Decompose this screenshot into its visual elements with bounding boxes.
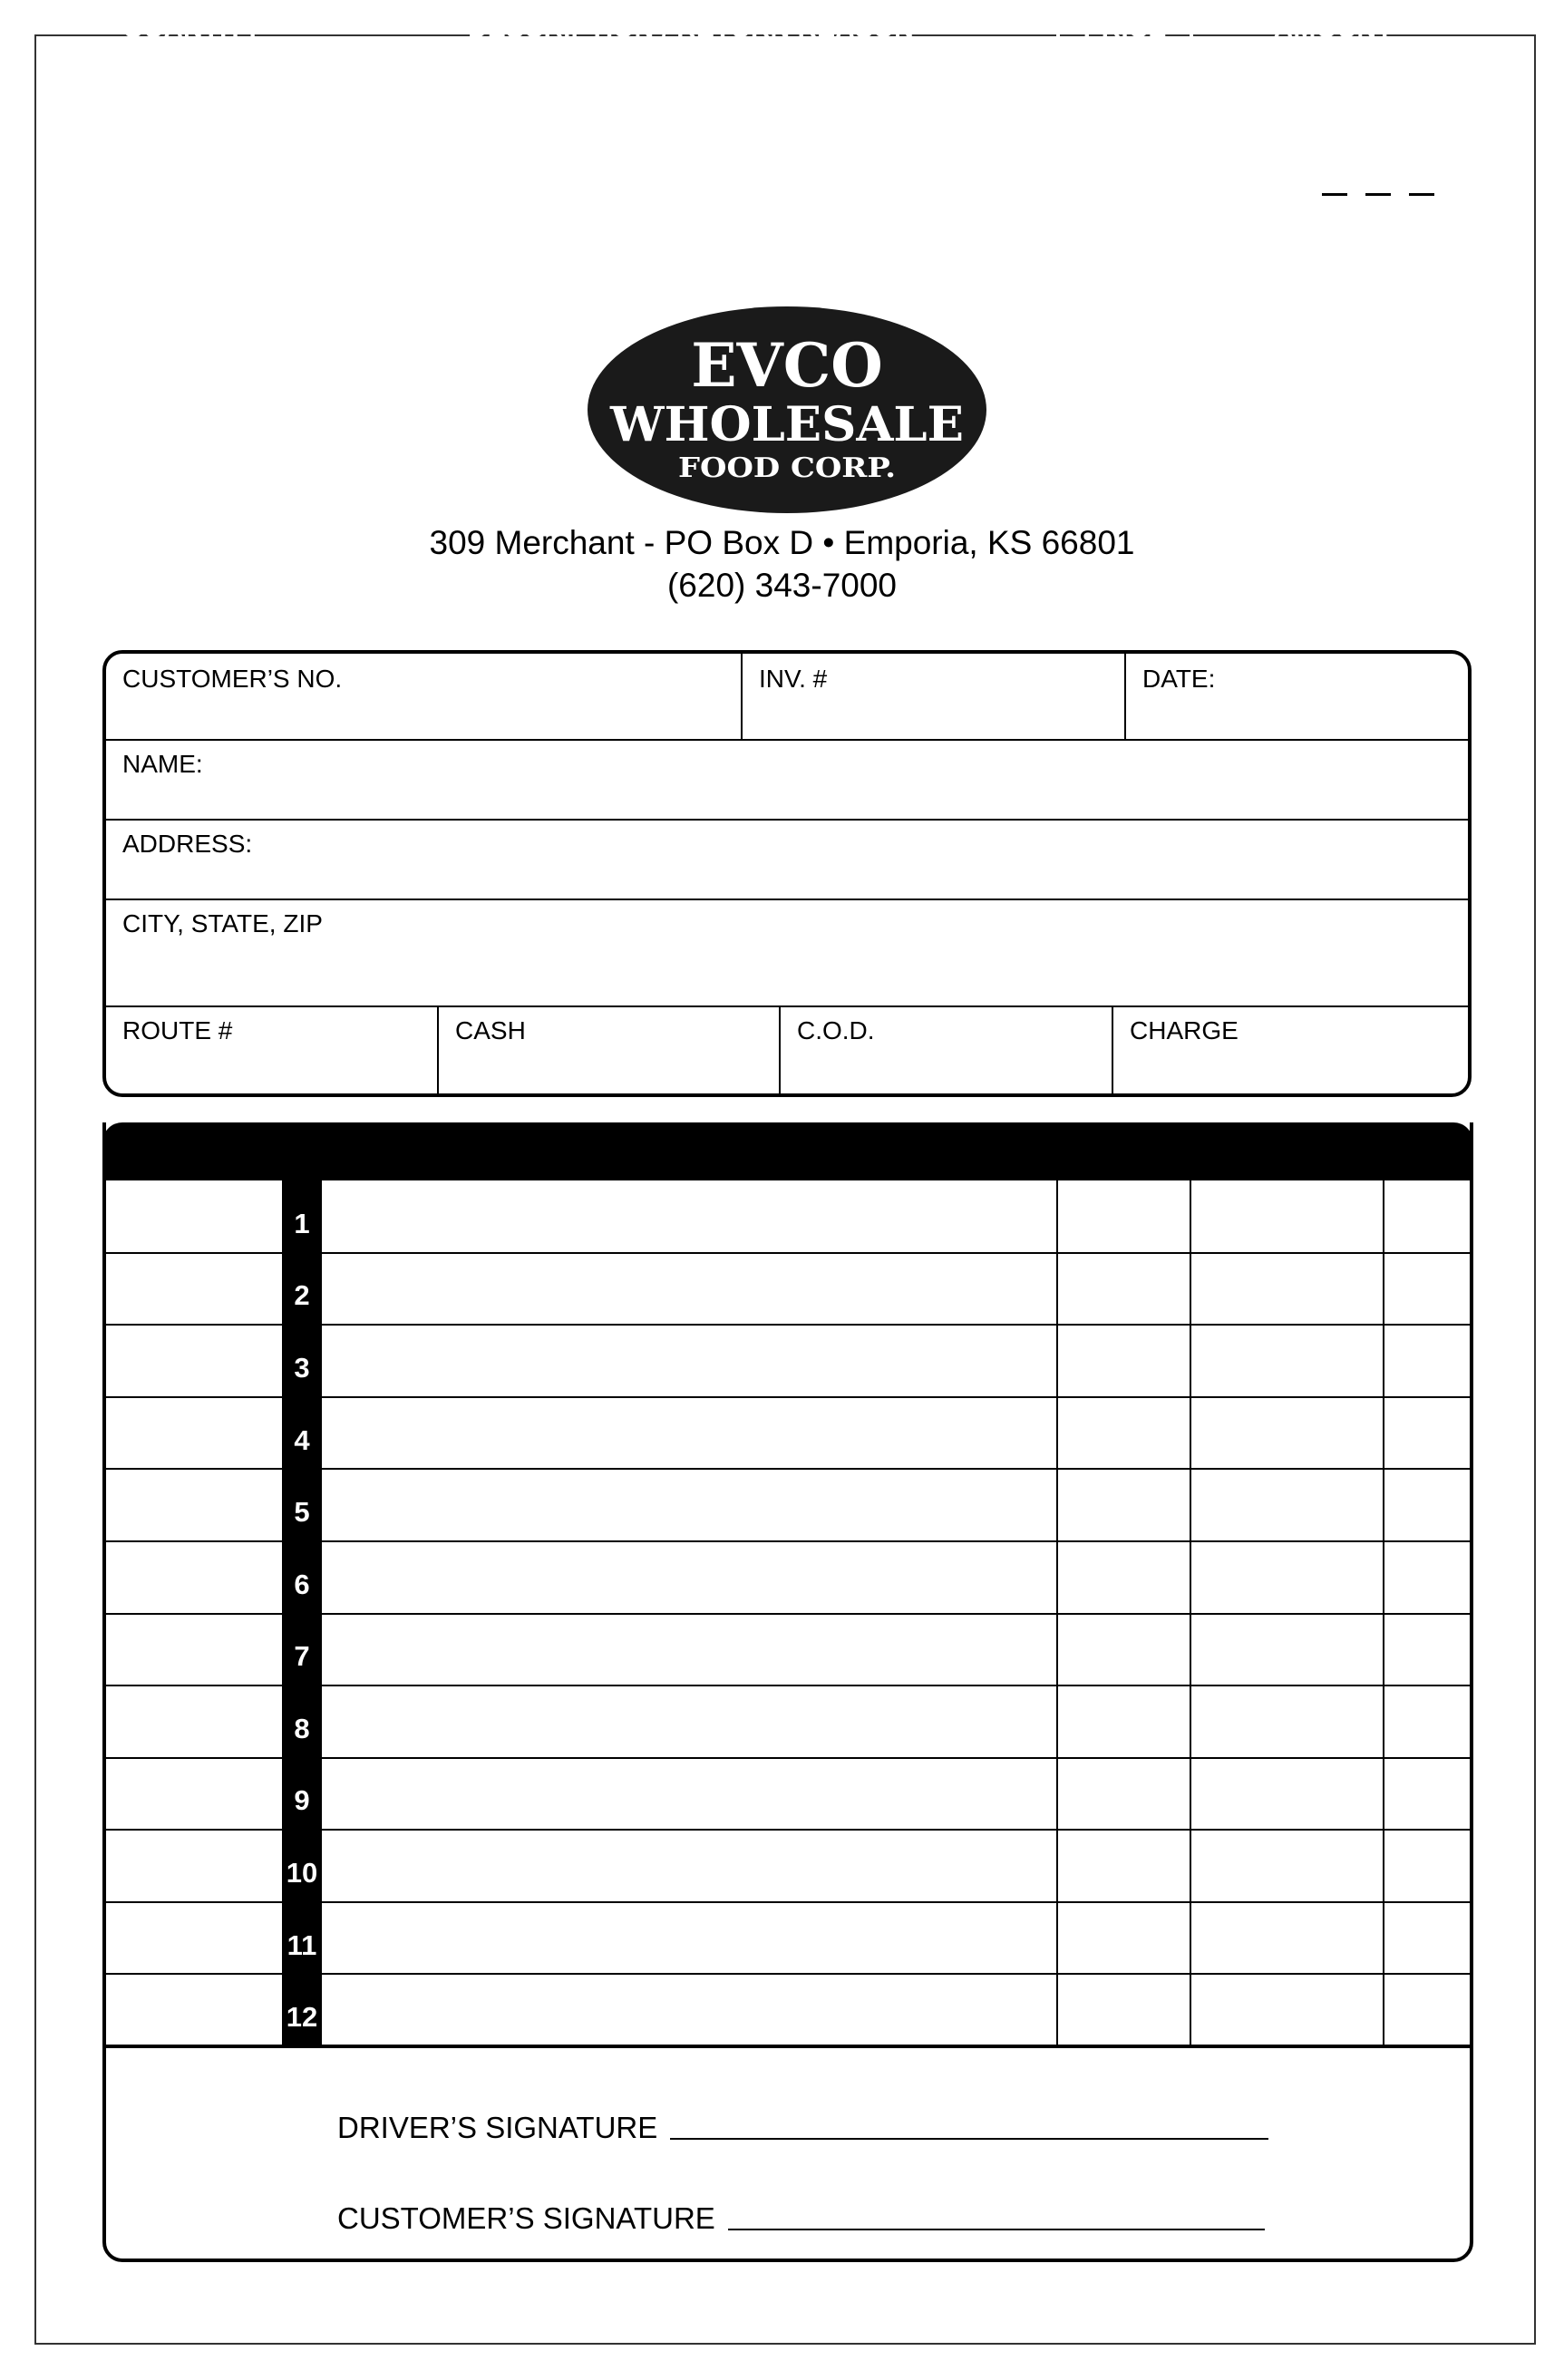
row-divider <box>104 1613 1472 1615</box>
row-number: 4 <box>294 1423 310 1456</box>
row-number: 7 <box>294 1640 310 1673</box>
customer-info-box <box>102 650 1472 1097</box>
company-logo <box>586 305 988 515</box>
row-divider <box>104 1468 1472 1470</box>
row-divider <box>104 1973 1472 1975</box>
inv-no-field[interactable] <box>743 654 1126 739</box>
name-label: NAME: <box>122 750 203 778</box>
quantity-header: QUANTITY <box>122 14 262 44</box>
city-state-zip-field[interactable] <box>106 899 1468 1007</box>
row-divider <box>104 1829 1472 1831</box>
row-number: 5 <box>294 1496 310 1529</box>
description-header: DESCRIPTION / RETURN REASON <box>468 14 914 44</box>
row-divider <box>104 1901 1472 1903</box>
company-address: 309 Merchant - PO Box D • Emporia, KS 66801 <box>429 524 1135 561</box>
cod-field[interactable] <box>781 1005 1113 1097</box>
row-number: 12 <box>286 2001 318 2034</box>
row-number: 6 <box>294 1568 310 1600</box>
row-number: 2 <box>294 1279 310 1312</box>
address-field[interactable] <box>106 819 1468 900</box>
route-field[interactable] <box>106 1005 439 1097</box>
row-divider <box>104 1396 1472 1398</box>
row-number: 8 <box>294 1712 310 1744</box>
row-divider <box>104 1757 1472 1759</box>
charge-label: CHARGE <box>1130 1016 1239 1044</box>
name-field[interactable] <box>106 739 1468 821</box>
cash-label: CASH <box>455 1016 526 1044</box>
row-divider <box>104 1252 1472 1254</box>
logo-line1: EVCO <box>691 330 883 401</box>
date-label: DATE: <box>1142 665 1216 693</box>
city-state-zip-label: CITY, STATE, ZIP <box>122 909 323 937</box>
customers-no-label: CUSTOMER’S NO. <box>122 665 343 693</box>
row-divider <box>104 1324 1472 1326</box>
company-phone: (620) 343-7000 <box>666 567 898 604</box>
customer-signature-row[interactable] <box>337 2201 1265 2236</box>
customers-no-field[interactable] <box>106 654 743 739</box>
corner-dashes <box>1322 180 1440 198</box>
charge-field[interactable] <box>1113 1005 1468 1097</box>
row-divider <box>104 1540 1472 1542</box>
driver-signature-label: DRIVER’S SIGNATURE <box>337 2111 658 2144</box>
price-header: PRICE <box>1083 14 1167 44</box>
row-number: 3 <box>294 1351 310 1384</box>
customer-signature-line[interactable] <box>728 2227 1265 2230</box>
logo-line2: WHOLESALE <box>608 397 964 452</box>
customer-signature-label: CUSTOMER’S SIGNATURE <box>337 2201 715 2235</box>
driver-signature-row[interactable] <box>337 2111 1268 2145</box>
date-field[interactable] <box>1126 654 1468 739</box>
cash-field[interactable] <box>439 1005 781 1097</box>
cod-label: C.O.D. <box>797 1016 875 1044</box>
driver-signature-line[interactable] <box>670 2136 1268 2140</box>
row-number: 11 <box>287 1928 317 1961</box>
logo-line3: FOOD CORP. <box>678 452 896 484</box>
amount-header: AMOUNT <box>1273 14 1394 44</box>
row-number: 9 <box>294 1784 310 1817</box>
address-label: ADDRESS: <box>122 830 253 858</box>
inv-no-label: INV. # <box>759 665 828 693</box>
route-label: ROUTE # <box>122 1016 233 1044</box>
row-number: 1 <box>294 1207 310 1239</box>
row-number: 10 <box>286 1857 318 1889</box>
row-divider <box>104 1685 1472 1686</box>
